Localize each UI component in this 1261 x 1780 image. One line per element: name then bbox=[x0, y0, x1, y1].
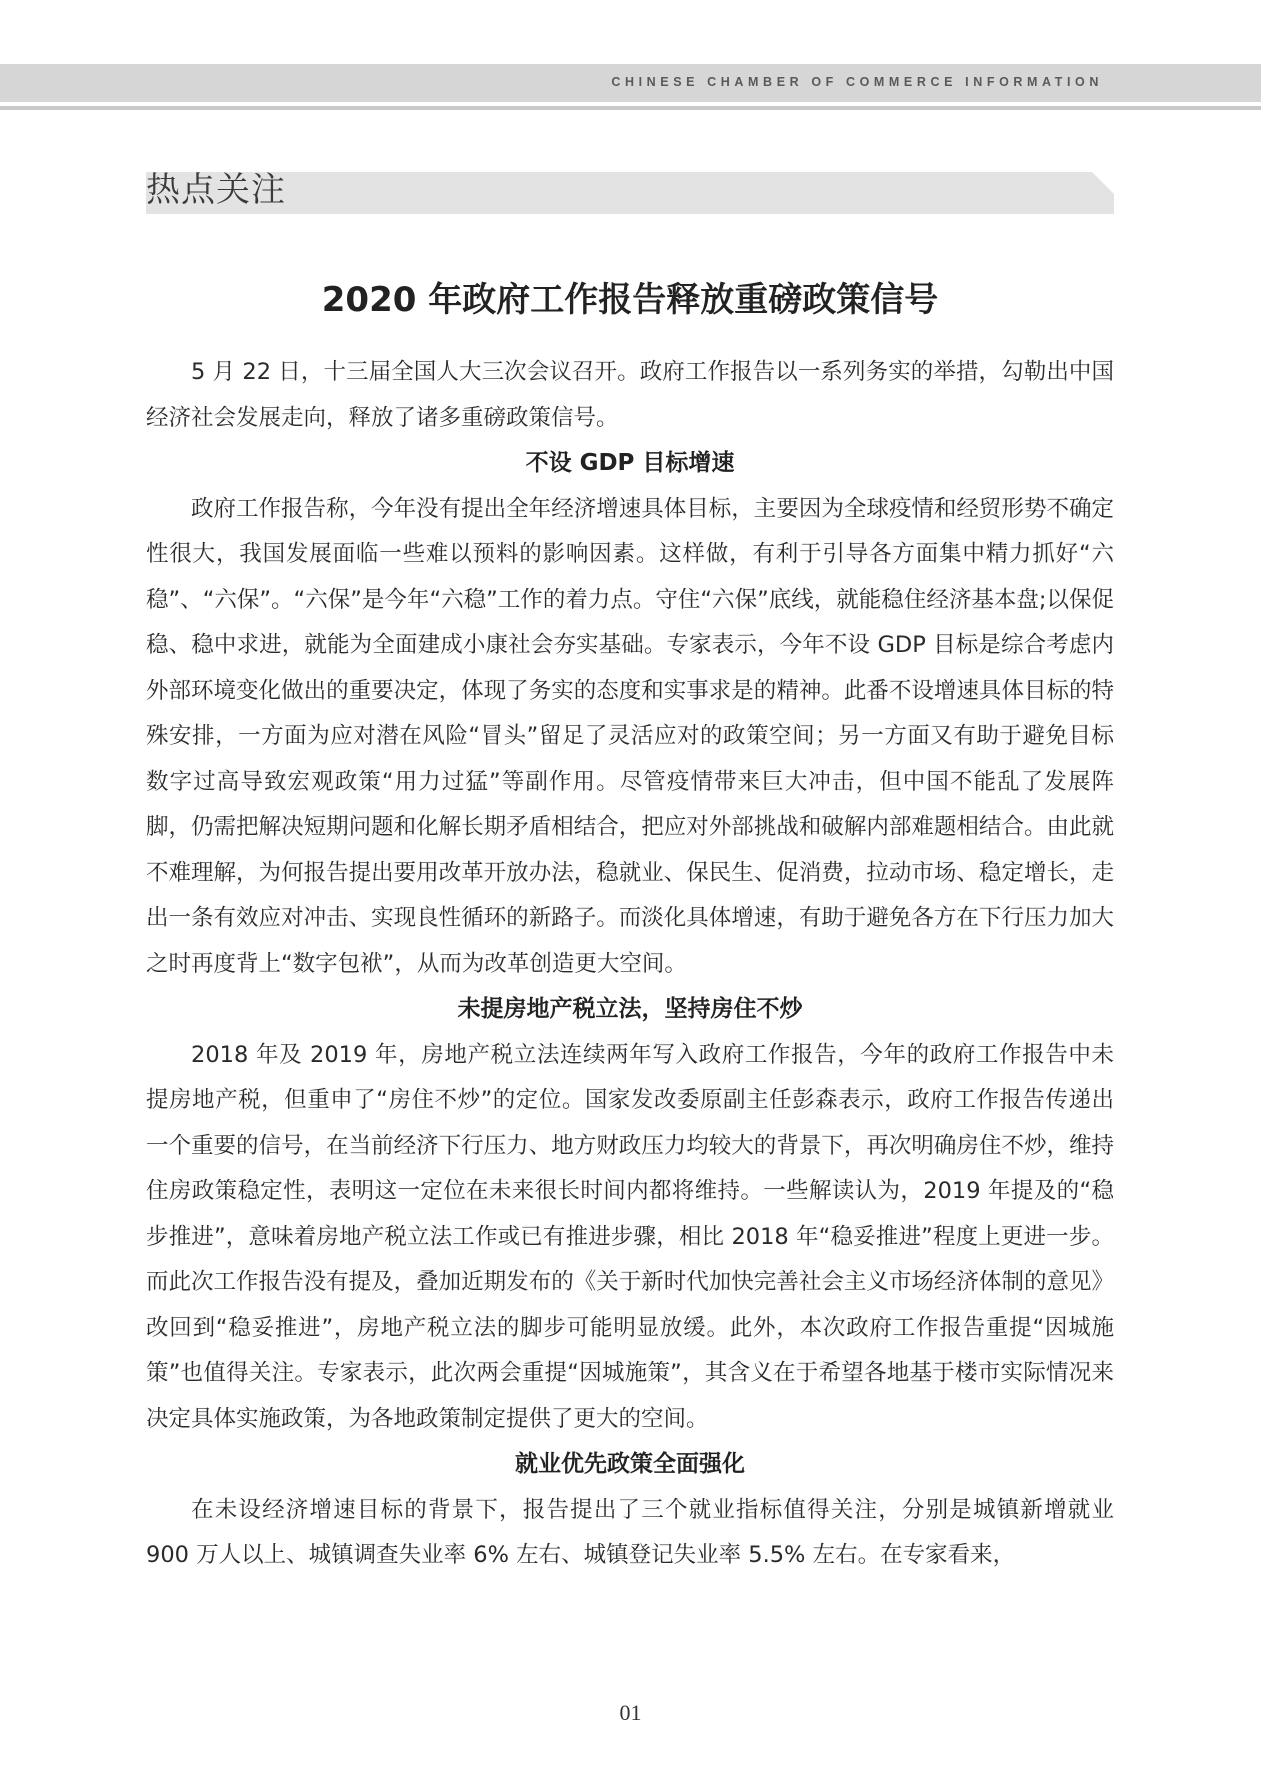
header-divider bbox=[0, 106, 1261, 110]
subheading-property-tax: 未提房地产税立法，坚持房住不炒 bbox=[457, 996, 803, 1022]
paragraph-property-tax: 2018 年及 2019 年，房地产税立法连续两年写入政府工作报告，今年的政府工作报告中未提房地产税，但重申了“房住不炒”的定位。国家发改委原副主任彭森表示，政府工作报告传递出一个重要的信号，在当前经济下行压力、地方财政压力均较大的背景下，再次明确房住不炒，维持住房政策稳定性，表明这一定位在未来很长时间内都将维持。一些解读认为，2019 年提及的“稳步推进”，意味着房地产税立法工作或已有推进步骤，相比 2018 年“稳妥推进”程度上更进一步。而此次工作报告没有提及，叠加近期发布的《关于新时代加快完善社会主义市场经济体制的意见》改回到“稳妥推进”，房地产税立法的脚步可能明显放缓。此外，本次政府工作报告重提“因城施策”也值得关注。专家表示，此次两会重提“因城施策”，其含义在于希望各地基于楼市实际情况来决定具体实施政策，为各地政策制定提供了更大的空间。 bbox=[146, 1041, 1114, 1432]
section-tab-background bbox=[146, 172, 1114, 214]
paragraph-employment: 在未设经济增速目标的背景下，报告提出了三个就业指标值得关注，分别是城镇新增就业 900 万人以上、城镇调查失业率 6% 左右、城镇登记失业率 5.5% 左右。在专家看来， bbox=[146, 1496, 1114, 1568]
intro-paragraph: 5 月 22 日，十三届全国人大三次会议召开。政府工作报告以一系列务实的举措，勾勒出中国经济社会发展走向，释放了诸多重磅政策信号。 bbox=[146, 359, 1114, 431]
paragraph-gdp-target: 政府工作报告称，今年没有提出全年经济增速具体目标，主要因为全球疫情和经贸形势不确定性很大，我国发展面临一些难以预料的影响因素。这样做，有利于引导各方面集中精力抓好“六稳”、“六保”。“六保”是今年“六稳”工作的着力点。守住“六保”底线，就能稳住经济基本盘;以保促稳、稳中求进，就能为全面建成小康社会夯实基础。专家表示，今年不设 GDP 目标是综合考虑内外部环境变化做出的重要决定，体现了务实的态度和实事求是的精神。此番不设增速具体目标的特殊安排，一方面为应对潜在风险“冒头”留足了灵活应对的政策空间；另一方面又有助于避免目标数字过高导致宏观政策“用力过猛”等副作用。尽管疫情带来巨大冲击，但中国不能乱了发展阵脚，仍需把解决短期问题和化解长期矛盾相结合，把应对外部挑战和破解内部难题相结合。由此就不难理解，为何报告提出要用改革开放办法，稳就业、保民生、促消费，拉动市场、稳定增长，走出一条有效应对冲击、实现良性循环的新路子。而淡化具体增速，有助于避免各方在下行压力加大之时再度背上“数字包袱”，从而为改革创造更大空间。 bbox=[146, 495, 1114, 977]
page-number: 01 bbox=[619, 1700, 642, 1725]
section-label: 热点关注 bbox=[146, 170, 286, 210]
subheading-gdp-target: 不设 GDP 目标增速 bbox=[525, 450, 735, 476]
subheading-employment: 就业优先政策全面强化 bbox=[515, 1451, 745, 1477]
article-body bbox=[146, 350, 1114, 1579]
article-title: 2020 年政府工作报告释放重磅政策信号 bbox=[321, 280, 939, 320]
publication-name: CHINESE CHAMBER OF COMMERCE INFORMATION bbox=[611, 75, 1103, 89]
